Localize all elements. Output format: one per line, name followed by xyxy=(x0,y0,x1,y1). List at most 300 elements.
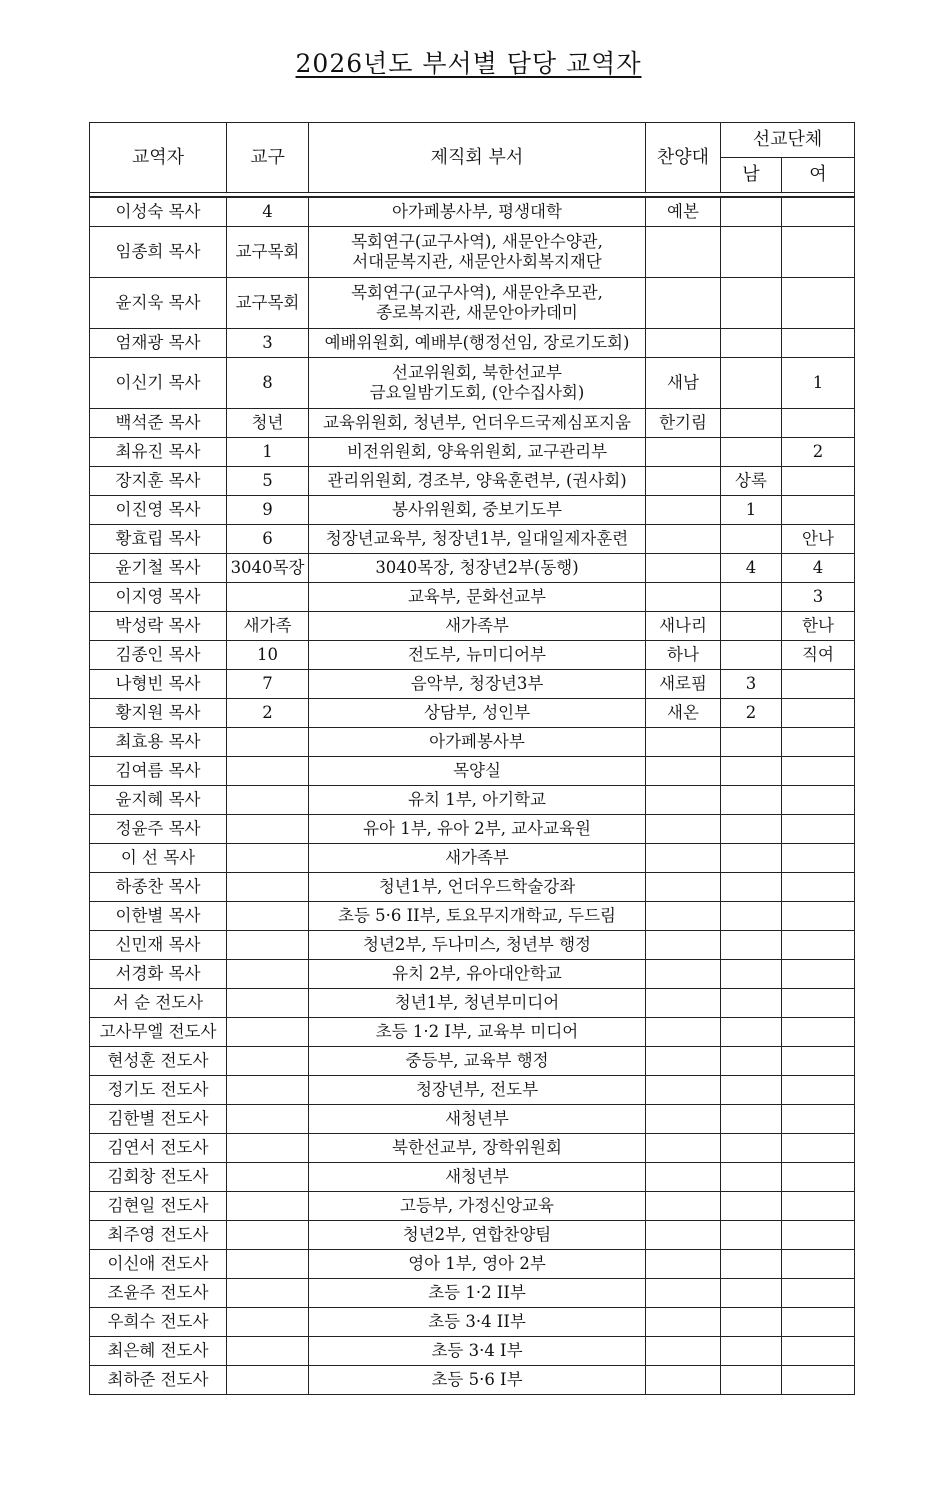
mission-female-cell: 직여 xyxy=(782,641,855,670)
choir-cell: 한기림 xyxy=(646,409,721,438)
mission-female-cell xyxy=(782,960,855,989)
mission-female-cell xyxy=(782,1279,855,1308)
header-male: 남 xyxy=(721,158,782,193)
district-cell: 9 xyxy=(227,496,309,525)
mission-male-cell xyxy=(721,757,782,786)
district-cell xyxy=(227,757,309,786)
district-cell xyxy=(227,1337,309,1366)
minister-name: 최은혜 전도사 xyxy=(90,1337,227,1366)
table-row xyxy=(90,1076,855,1105)
table-row xyxy=(90,1018,855,1047)
dept-line: 상담부, 성인부 xyxy=(423,703,531,722)
header-female: 여 xyxy=(782,158,855,193)
dept-cell xyxy=(309,815,646,844)
dept-cell xyxy=(309,583,646,612)
minister-name: 윤기철 목사 xyxy=(90,554,227,583)
mission-female-cell xyxy=(782,278,855,329)
mission-male-cell xyxy=(721,278,782,329)
choir-cell: 새로핌 xyxy=(646,670,721,699)
choir-cell xyxy=(646,1076,721,1105)
dept-cell xyxy=(309,844,646,873)
dept-line: 청장년교육부, 청장년1부, 일대일제자훈련 xyxy=(325,529,629,548)
mission-female-cell: 2 xyxy=(782,438,855,467)
dept-line: 목회연구(교구사역), 새문안수양관, xyxy=(351,232,603,251)
mission-male-cell xyxy=(721,197,782,227)
district-cell: 1 xyxy=(227,438,309,467)
district-cell: 청년 xyxy=(227,409,309,438)
table-row xyxy=(90,960,855,989)
choir-cell xyxy=(646,902,721,931)
dept-cell xyxy=(309,438,646,467)
mission-female-cell xyxy=(782,1163,855,1192)
dept-line: 음악부, 청장년3부 xyxy=(410,674,544,693)
dept-cell xyxy=(309,496,646,525)
mission-male-cell xyxy=(721,1279,782,1308)
dept-cell xyxy=(309,197,646,227)
choir-cell xyxy=(646,844,721,873)
dept-line: 봉사위원회, 중보기도부 xyxy=(392,500,562,519)
dept-cell xyxy=(309,1279,646,1308)
dept-line: 중등부, 교육부 행정 xyxy=(405,1051,549,1070)
district-cell xyxy=(227,902,309,931)
table-row xyxy=(90,496,855,525)
dept-line: 유아 1부, 유아 2부, 교사교육원 xyxy=(363,819,591,838)
dept-line: 청년1부, 언더우드학술강좌 xyxy=(378,877,576,896)
choir-cell xyxy=(646,1018,721,1047)
dept-line: 새가족부 xyxy=(445,848,509,867)
choir-cell xyxy=(646,1337,721,1366)
minister-name: 김한별 전도사 xyxy=(90,1105,227,1134)
mission-male-cell xyxy=(721,931,782,960)
dept-line: 유치 2부, 유아대안학교 xyxy=(392,964,562,983)
minister-name: 조윤주 전도사 xyxy=(90,1279,227,1308)
table-row xyxy=(90,728,855,757)
dept-cell xyxy=(309,1221,646,1250)
dept-cell xyxy=(309,1134,646,1163)
minister-name: 정윤주 목사 xyxy=(90,815,227,844)
dept-cell xyxy=(309,409,646,438)
minister-name: 이지영 목사 xyxy=(90,583,227,612)
district-cell: 3 xyxy=(227,329,309,358)
minister-name: 이신기 목사 xyxy=(90,358,227,409)
district-cell: 7 xyxy=(227,670,309,699)
district-cell: 2 xyxy=(227,699,309,728)
district-cell xyxy=(227,1366,309,1395)
mission-female-cell xyxy=(782,496,855,525)
minister-name: 황지원 목사 xyxy=(90,699,227,728)
choir-cell xyxy=(646,438,721,467)
choir-cell: 새남 xyxy=(646,358,721,409)
dept-cell xyxy=(309,786,646,815)
minister-name: 백석준 목사 xyxy=(90,409,227,438)
dept-line: 청년2부, 두나미스, 청년부 행정 xyxy=(363,935,591,954)
minister-name: 황효립 목사 xyxy=(90,525,227,554)
district-cell: 3040목장 xyxy=(227,554,309,583)
dept-line: 새가족부 xyxy=(445,616,509,635)
minister-name: 서 순 전도사 xyxy=(90,989,227,1018)
district-cell xyxy=(227,786,309,815)
choir-cell xyxy=(646,1105,721,1134)
mission-female-cell xyxy=(782,873,855,902)
mission-female-cell xyxy=(782,902,855,931)
mission-female-cell xyxy=(782,1047,855,1076)
dept-line: 아가페봉사부, 평생대학 xyxy=(392,202,562,221)
dept-line: 관리위원회, 경조부, 양육훈련부, (권사회) xyxy=(327,471,627,490)
mission-female-cell xyxy=(782,1192,855,1221)
district-cell xyxy=(227,1018,309,1047)
minister-name: 우희수 전도사 xyxy=(90,1308,227,1337)
table-row xyxy=(90,612,855,641)
mission-male-cell xyxy=(721,329,782,358)
dept-cell xyxy=(309,989,646,1018)
dept-line: 전도부, 뉴미디어부 xyxy=(407,645,546,664)
mission-male-cell xyxy=(721,902,782,931)
mission-male-cell xyxy=(721,728,782,757)
dept-cell xyxy=(309,1047,646,1076)
dept-line: 목회연구(교구사역), 새문안추모관, xyxy=(351,283,603,302)
mission-male-cell xyxy=(721,1221,782,1250)
table-row xyxy=(90,641,855,670)
district-cell: 6 xyxy=(227,525,309,554)
dept-cell xyxy=(309,1366,646,1395)
minister-name: 최유진 목사 xyxy=(90,438,227,467)
minister-name: 최주영 전도사 xyxy=(90,1221,227,1250)
dept-line: 종로복지관, 새문안아카데미 xyxy=(376,303,578,322)
header-dept: 제직회 부서 xyxy=(309,123,646,193)
mission-female-cell xyxy=(782,1221,855,1250)
choir-cell xyxy=(646,1134,721,1163)
dept-line: 선교위원회, 북한선교부 xyxy=(392,363,562,382)
choir-cell xyxy=(646,1221,721,1250)
district-cell xyxy=(227,1279,309,1308)
table-row xyxy=(90,757,855,786)
district-cell xyxy=(227,1047,309,1076)
dept-cell xyxy=(309,1076,646,1105)
dept-cell xyxy=(309,1308,646,1337)
mission-female-cell xyxy=(782,844,855,873)
mission-female-cell xyxy=(782,1134,855,1163)
mission-female-cell xyxy=(782,1308,855,1337)
table-row xyxy=(90,1366,855,1395)
dept-cell xyxy=(309,902,646,931)
choir-cell xyxy=(646,815,721,844)
mission-female-cell xyxy=(782,197,855,227)
table-row xyxy=(90,1250,855,1279)
dept-line: 아가페봉사부 xyxy=(429,732,525,751)
minister-name: 임종희 목사 xyxy=(90,227,227,278)
minister-name: 나형빈 목사 xyxy=(90,670,227,699)
district-cell xyxy=(227,583,309,612)
district-cell xyxy=(227,1134,309,1163)
dept-line: 청장년부, 전도부 xyxy=(415,1080,539,1099)
table-row xyxy=(90,525,855,554)
dept-cell xyxy=(309,278,646,329)
district-cell xyxy=(227,989,309,1018)
mission-male-cell xyxy=(721,786,782,815)
choir-cell xyxy=(646,467,721,496)
minister-name: 이한별 목사 xyxy=(90,902,227,931)
minister-name: 현성훈 전도사 xyxy=(90,1047,227,1076)
dept-line: 초등 5·6 II부, 토요무지개학교, 두드림 xyxy=(338,906,616,925)
mission-male-cell xyxy=(721,358,782,409)
mission-female-cell xyxy=(782,989,855,1018)
mission-female-cell xyxy=(782,467,855,496)
mission-male-cell xyxy=(721,960,782,989)
mission-male-cell xyxy=(721,1192,782,1221)
mission-male-cell: 상록 xyxy=(721,467,782,496)
dept-line: 초등 1·2 II부 xyxy=(428,1283,526,1302)
choir-cell xyxy=(646,1366,721,1395)
dept-line: 고등부, 가정신앙교육 xyxy=(400,1196,554,1215)
table-row xyxy=(90,670,855,699)
minister-name: 신민재 목사 xyxy=(90,931,227,960)
mission-male-cell xyxy=(721,612,782,641)
table-row xyxy=(90,989,855,1018)
district-cell: 5 xyxy=(227,467,309,496)
table-row xyxy=(90,467,855,496)
minister-name: 정기도 전도사 xyxy=(90,1076,227,1105)
dept-line: 초등 5·6 I부 xyxy=(431,1370,523,1389)
choir-cell xyxy=(646,1279,721,1308)
dept-line: 초등 1·2 I부, 교육부 미디어 xyxy=(375,1022,579,1041)
minister-name: 엄재광 목사 xyxy=(90,329,227,358)
mission-male-cell xyxy=(721,641,782,670)
mission-female-cell xyxy=(782,1337,855,1366)
dept-cell xyxy=(309,554,646,583)
table-row xyxy=(90,1221,855,1250)
table-row xyxy=(90,278,855,329)
page-title-text: 2026년도 부서별 담당 교역자 xyxy=(295,49,642,78)
choir-cell: 하나 xyxy=(646,641,721,670)
district-cell xyxy=(227,931,309,960)
mission-female-cell xyxy=(782,227,855,278)
dept-cell xyxy=(309,525,646,554)
mission-male-cell: 3 xyxy=(721,670,782,699)
page-title xyxy=(0,44,937,80)
mission-female-cell xyxy=(782,786,855,815)
mission-female-cell xyxy=(782,931,855,960)
mission-male-cell xyxy=(721,1076,782,1105)
choir-cell xyxy=(646,989,721,1018)
table-row xyxy=(90,227,855,278)
mission-male-cell xyxy=(721,1163,782,1192)
table-row xyxy=(90,902,855,931)
dept-line: 청년1부, 청년부미디어 xyxy=(394,993,560,1012)
table-body xyxy=(90,197,855,1395)
table-row xyxy=(90,699,855,728)
mission-female-cell: 한나 xyxy=(782,612,855,641)
minister-name: 하종찬 목사 xyxy=(90,873,227,902)
minister-name: 최하준 전도사 xyxy=(90,1366,227,1395)
choir-cell: 새온 xyxy=(646,699,721,728)
dept-cell xyxy=(309,931,646,960)
mission-female-cell: 3 xyxy=(782,583,855,612)
mission-female-cell xyxy=(782,409,855,438)
dept-cell xyxy=(309,1105,646,1134)
district-cell xyxy=(227,728,309,757)
mission-male-cell xyxy=(721,1018,782,1047)
choir-cell xyxy=(646,757,721,786)
minister-name: 이진영 목사 xyxy=(90,496,227,525)
dept-line: 비전위원회, 양육위원회, 교구관리부 xyxy=(346,442,608,461)
mission-male-cell xyxy=(721,1337,782,1366)
mission-female-cell xyxy=(782,1105,855,1134)
choir-cell xyxy=(646,1047,721,1076)
mission-male-cell xyxy=(721,1366,782,1395)
table-row xyxy=(90,1192,855,1221)
dept-line: 북한선교부, 장학위원회 xyxy=(392,1138,562,1157)
choir-cell xyxy=(646,554,721,583)
district-cell: 8 xyxy=(227,358,309,409)
table-row xyxy=(90,815,855,844)
minister-name: 서경화 목사 xyxy=(90,960,227,989)
table-row xyxy=(90,554,855,583)
mission-male-cell xyxy=(721,438,782,467)
mission-female-cell xyxy=(782,329,855,358)
minister-name: 김회창 전도사 xyxy=(90,1163,227,1192)
choir-cell xyxy=(646,227,721,278)
choir-cell xyxy=(646,1308,721,1337)
table-row xyxy=(90,358,855,409)
choir-cell: 새나리 xyxy=(646,612,721,641)
choir-cell xyxy=(646,873,721,902)
mission-female-cell xyxy=(782,1366,855,1395)
minister-name: 김여름 목사 xyxy=(90,757,227,786)
mission-male-cell: 1 xyxy=(721,496,782,525)
mission-female-cell xyxy=(782,1250,855,1279)
district-cell: 새가족 xyxy=(227,612,309,641)
table-row xyxy=(90,438,855,467)
minister-name: 김종인 목사 xyxy=(90,641,227,670)
choir-cell xyxy=(646,960,721,989)
mission-female-cell xyxy=(782,1076,855,1105)
dept-cell xyxy=(309,960,646,989)
mission-male-cell xyxy=(721,409,782,438)
dept-line: 3040목장, 청장년2부(동행) xyxy=(375,558,579,577)
choir-cell xyxy=(646,1192,721,1221)
dept-cell xyxy=(309,873,646,902)
dept-cell xyxy=(309,1192,646,1221)
mission-male-cell xyxy=(721,525,782,554)
dept-line: 영아 1부, 영아 2부 xyxy=(408,1254,546,1273)
district-cell xyxy=(227,1163,309,1192)
mission-female-cell: 안나 xyxy=(782,525,855,554)
district-cell xyxy=(227,1076,309,1105)
choir-cell xyxy=(646,329,721,358)
header-mission: 선교단체 xyxy=(721,123,855,158)
choir-cell xyxy=(646,496,721,525)
dept-cell xyxy=(309,670,646,699)
mission-male-cell xyxy=(721,1105,782,1134)
header-choir: 찬양대 xyxy=(646,123,721,193)
table-row xyxy=(90,1134,855,1163)
minister-name: 고사무엘 전도사 xyxy=(90,1018,227,1047)
minister-name: 최효용 목사 xyxy=(90,728,227,757)
minister-name: 박성락 목사 xyxy=(90,612,227,641)
choir-cell xyxy=(646,1250,721,1279)
dept-line: 예배위원회, 예배부(행정선임, 장로기도회) xyxy=(324,333,630,352)
mission-male-cell xyxy=(721,1308,782,1337)
mission-male-cell xyxy=(721,1047,782,1076)
dept-line: 유치 1부, 아기학교 xyxy=(408,790,546,809)
mission-female-cell xyxy=(782,1018,855,1047)
district-cell xyxy=(227,1105,309,1134)
table-row xyxy=(90,873,855,902)
district-cell xyxy=(227,815,309,844)
dept-line: 새청년부 xyxy=(445,1109,509,1128)
choir-cell xyxy=(646,728,721,757)
mission-female-cell xyxy=(782,815,855,844)
table-row xyxy=(90,1308,855,1337)
district-cell xyxy=(227,1192,309,1221)
mission-female-cell xyxy=(782,728,855,757)
dept-cell xyxy=(309,227,646,278)
district-cell xyxy=(227,844,309,873)
choir-cell xyxy=(646,583,721,612)
mission-male-cell xyxy=(721,1134,782,1163)
choir-cell xyxy=(646,525,721,554)
table-row xyxy=(90,197,855,227)
dept-cell xyxy=(309,467,646,496)
dept-line: 초등 3·4 II부 xyxy=(428,1312,526,1331)
dept-cell xyxy=(309,1250,646,1279)
dept-cell xyxy=(309,329,646,358)
table-row xyxy=(90,583,855,612)
dept-line: 초등 3·4 I부 xyxy=(431,1341,523,1360)
minister-name: 윤지욱 목사 xyxy=(90,278,227,329)
table-row xyxy=(90,1337,855,1366)
district-cell xyxy=(227,1308,309,1337)
choir-cell xyxy=(646,278,721,329)
staff-table xyxy=(89,122,855,1395)
header-minister: 교역자 xyxy=(90,123,227,193)
mission-female-cell: 1 xyxy=(782,358,855,409)
minister-name: 윤지혜 목사 xyxy=(90,786,227,815)
dept-line: 새청년부 xyxy=(445,1167,509,1186)
mission-male-cell xyxy=(721,815,782,844)
dept-line: 서대문복지관, 새문안사회복지재단 xyxy=(352,252,602,271)
mission-male-cell xyxy=(721,873,782,902)
table-row xyxy=(90,931,855,960)
table-row xyxy=(90,1163,855,1192)
mission-male-cell: 2 xyxy=(721,699,782,728)
dept-line: 금요일밤기도회, (안수집사회) xyxy=(369,383,585,402)
district-cell: 4 xyxy=(227,197,309,227)
dept-cell xyxy=(309,699,646,728)
dept-cell xyxy=(309,612,646,641)
mission-female-cell xyxy=(782,699,855,728)
mission-male-cell xyxy=(721,844,782,873)
minister-name: 이 선 목사 xyxy=(90,844,227,873)
dept-cell xyxy=(309,1163,646,1192)
dept-line: 교육부, 문화선교부 xyxy=(407,587,546,606)
header-district: 교구 xyxy=(227,123,309,193)
dept-cell xyxy=(309,1337,646,1366)
minister-name: 이성숙 목사 xyxy=(90,197,227,227)
district-cell xyxy=(227,873,309,902)
mission-female-cell xyxy=(782,757,855,786)
district-cell: 교구목회 xyxy=(227,227,309,278)
minister-name: 장지훈 목사 xyxy=(90,467,227,496)
dept-cell xyxy=(309,757,646,786)
dept-line: 교육위원회, 청년부, 언더우드국제심포지움 xyxy=(323,413,631,432)
mission-male-cell xyxy=(721,989,782,1018)
table-row xyxy=(90,329,855,358)
mission-male-cell: 4 xyxy=(721,554,782,583)
choir-cell xyxy=(646,931,721,960)
choir-cell xyxy=(646,1163,721,1192)
dept-cell xyxy=(309,358,646,409)
